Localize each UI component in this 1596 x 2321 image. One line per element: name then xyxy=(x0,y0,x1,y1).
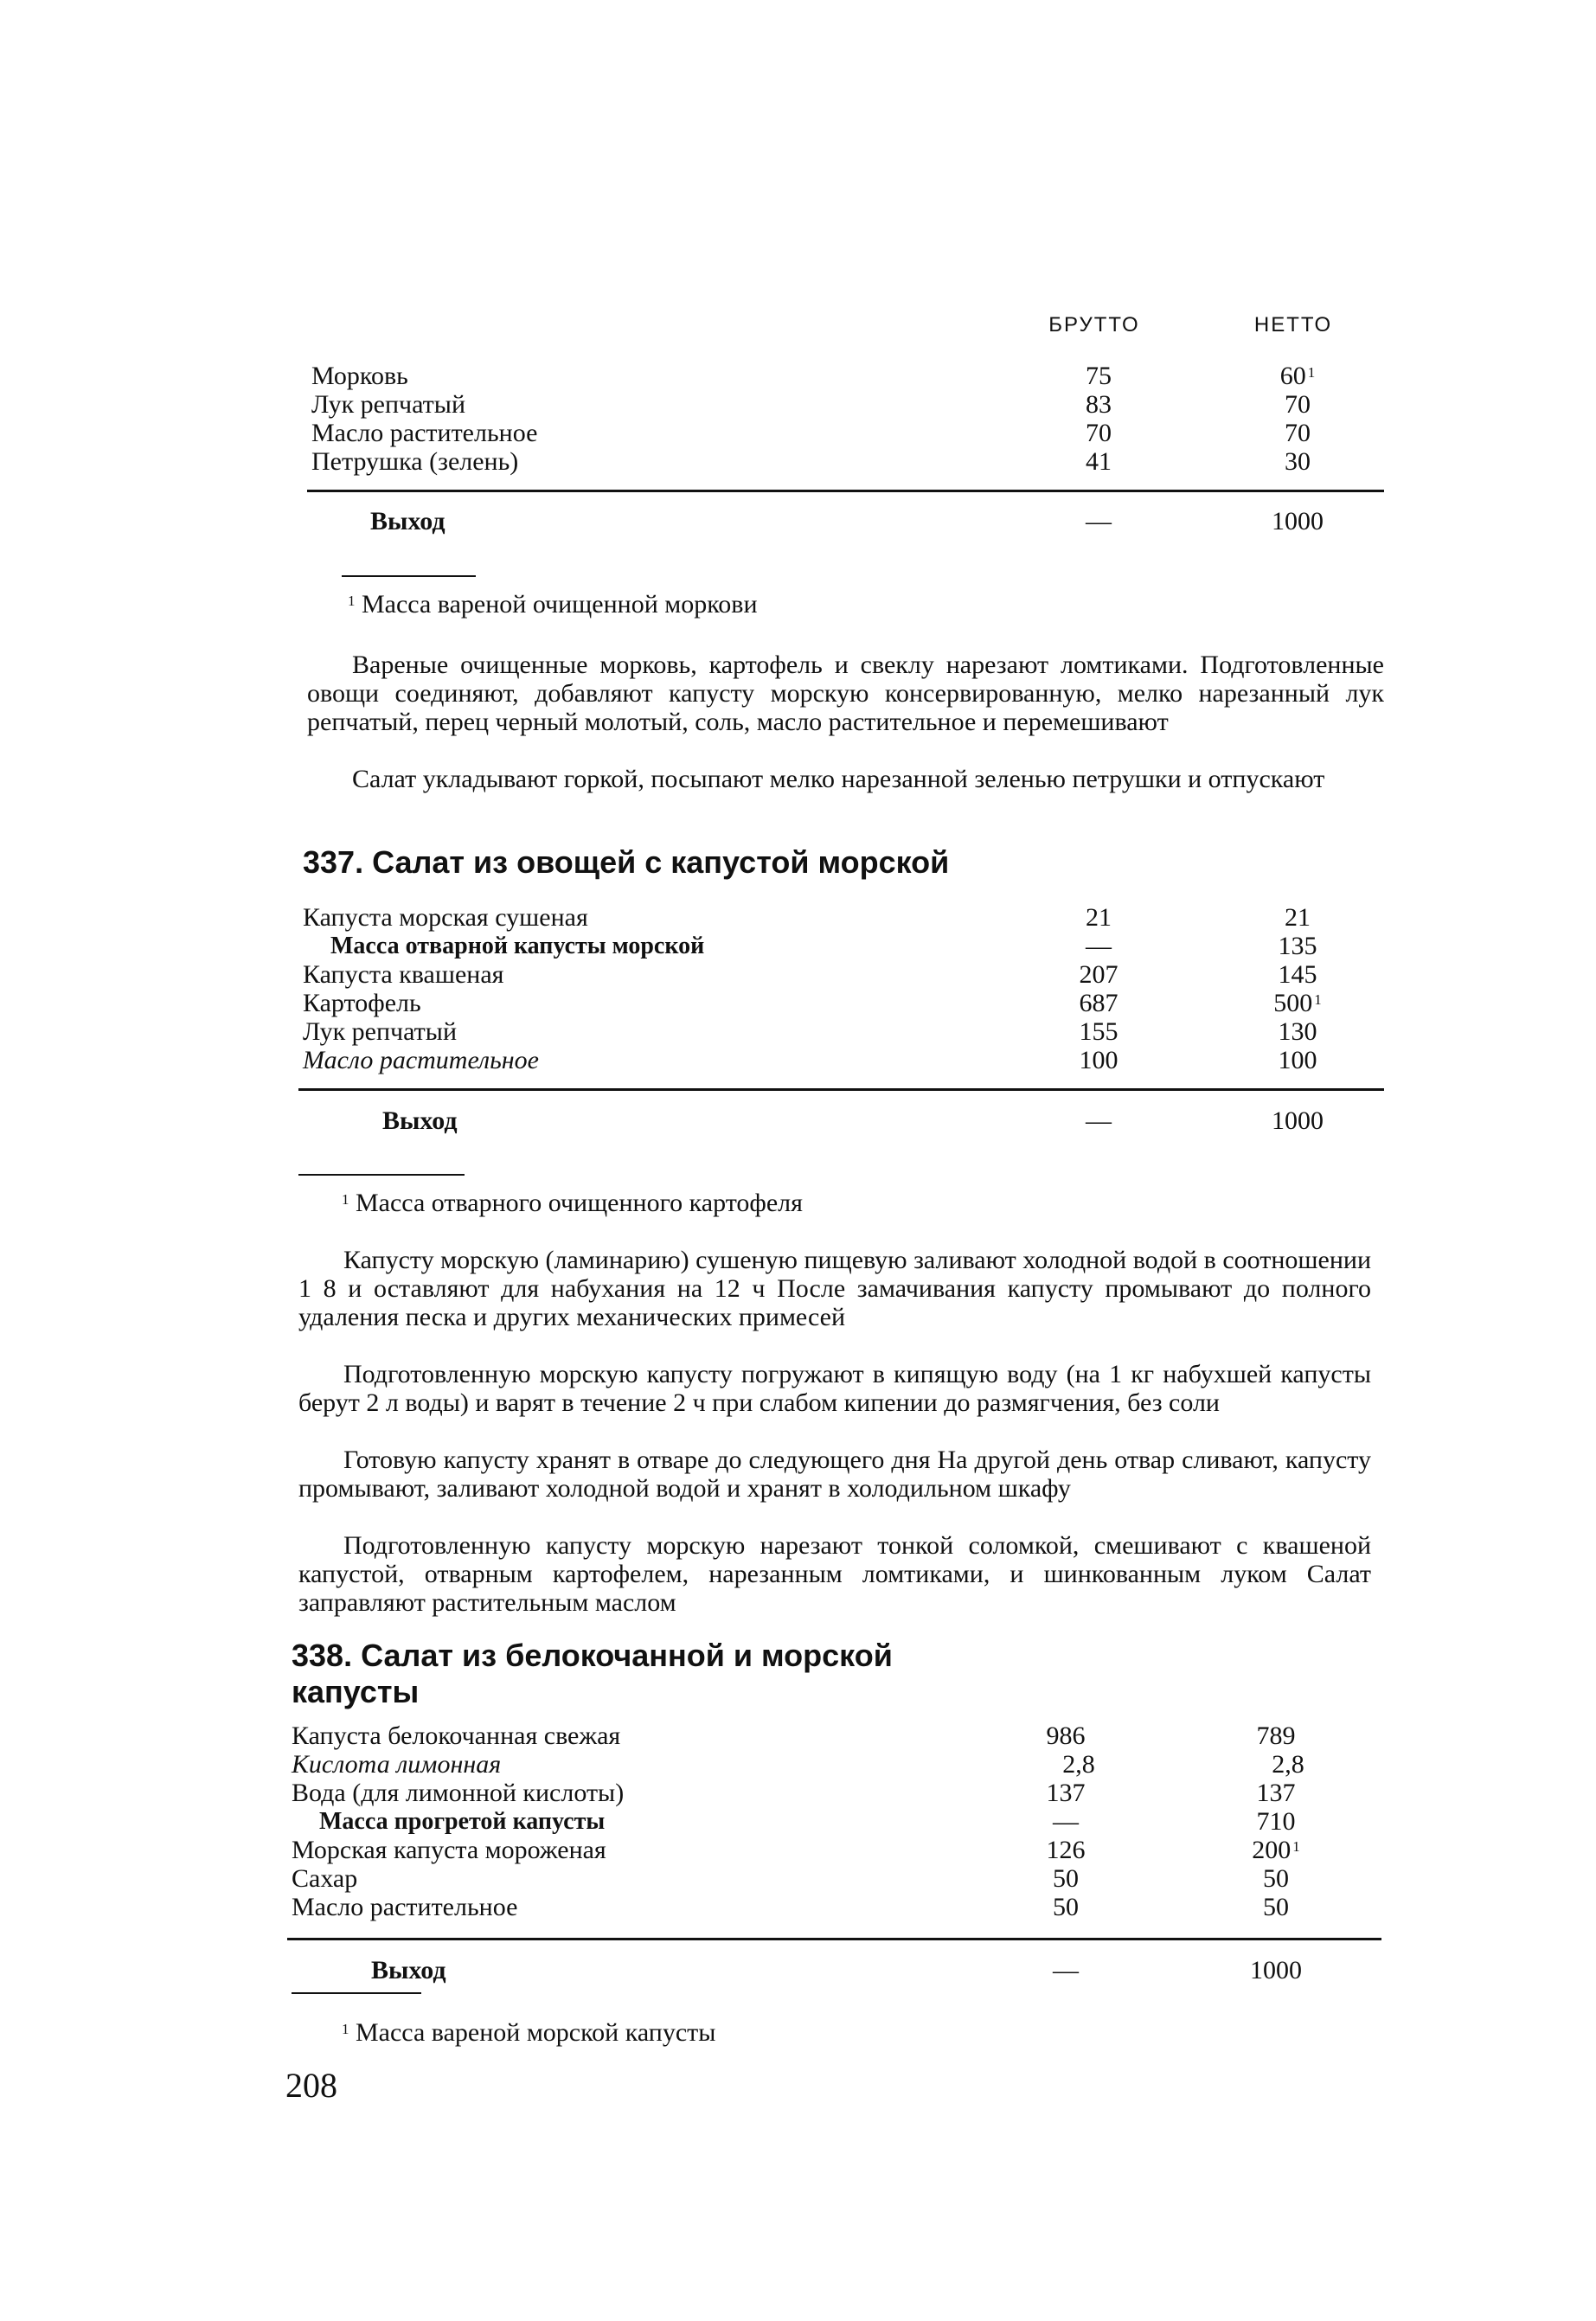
yield-row xyxy=(292,1956,1381,1985)
brutto-value: 41 xyxy=(1086,447,1112,476)
netto-value: 50 xyxy=(1263,1893,1289,1921)
footnote-mark: 1 xyxy=(1314,991,1322,1008)
yield-brutto: — xyxy=(1086,507,1112,535)
yield-brutto: — xyxy=(1053,1956,1079,1984)
table-divider xyxy=(298,1088,1384,1091)
yield-label: Выход xyxy=(370,507,445,535)
paragraph: Готовую капусту хранят в отваре до следующего дня На другой день отвар сливают, капусту промывают, заливают холодной водой и хранят в холодильном шкафу xyxy=(298,1446,1371,1503)
table-row xyxy=(292,1750,1381,1779)
brutto-value: — xyxy=(1053,1807,1079,1836)
ingredient-name: Капуста морская сушеная xyxy=(303,903,588,932)
footnote-text: Масса вареной морской капусты xyxy=(356,2018,716,2047)
ingredient-name: Масло растительное xyxy=(292,1893,518,1921)
table-row xyxy=(311,447,1384,477)
ingredient-name: Морская капуста мороженая xyxy=(292,1836,606,1864)
footnote xyxy=(346,590,758,619)
netto-value: 70 xyxy=(1285,419,1311,447)
brutto-value: 2,8 xyxy=(1062,1750,1095,1779)
netto-value: 30 xyxy=(1285,447,1311,476)
paragraph: Капусту морскую (ламинарию) сушеную пищевую заливают холодной водой в соотношении 1 8 и оставляют для набухания на 12 ч После замачивания капусту промывают до полного удаления песка и других механических примесей xyxy=(298,1246,1371,1331)
ingredient-name: Петрушка (зелень) xyxy=(311,447,519,476)
ingredient-name: Кислота лимонная xyxy=(292,1750,502,1779)
brutto-value: 100 xyxy=(1079,1046,1118,1074)
recipe-338-title-line2: капусты xyxy=(292,1674,420,1709)
table-row xyxy=(292,1864,1381,1894)
netto-value: 200 $^1$ xyxy=(1252,1836,1300,1864)
netto-value: 500 $^1$ xyxy=(1273,989,1322,1017)
footnote-mark: 1 xyxy=(1307,364,1316,381)
ingredient-name: Лук репчатый xyxy=(303,1017,457,1046)
brutto-value: 207 xyxy=(1079,960,1118,989)
brutto-value: 126 xyxy=(1046,1836,1086,1864)
netto-value: 789 xyxy=(1256,1722,1296,1750)
netto-value: 100 xyxy=(1278,1046,1317,1074)
table-row xyxy=(292,1836,1381,1865)
footnote-rule xyxy=(292,1992,421,1994)
brutto-value: 75 xyxy=(1086,362,1112,390)
yield-netto: 1000 xyxy=(1250,1956,1302,1984)
netto-value: 21 xyxy=(1285,903,1311,932)
column-header-netto: НЕТТО xyxy=(1253,313,1333,337)
ingredient-name: Капуста квашеная xyxy=(303,960,504,989)
ingredient-name: Сахар xyxy=(292,1864,358,1893)
footnote-rule xyxy=(342,575,476,577)
footnote-mark: 1 xyxy=(342,2021,349,2037)
recipe-337-title: 337. Салат из овощей с капустой морской xyxy=(303,844,950,880)
table-row xyxy=(292,1807,1381,1837)
ingredient-name: Капуста белокочанная свежая xyxy=(292,1722,621,1750)
footnote-rule xyxy=(298,1174,465,1176)
yield-brutto: — xyxy=(1086,1106,1112,1135)
ingredient-name: Масса отварной капусты морской xyxy=(330,933,705,959)
recipe-338-title xyxy=(292,1638,893,1710)
table-divider xyxy=(287,1938,1381,1940)
table-row xyxy=(311,390,1384,420)
ingredient-name: Масло растительное xyxy=(303,1046,539,1074)
brutto-value: 83 xyxy=(1086,390,1112,419)
brutto-value: — xyxy=(1086,932,1112,960)
netto-value: 50 xyxy=(1263,1864,1289,1893)
yield-netto: 1000 xyxy=(1272,1106,1324,1135)
brutto-value: 50 xyxy=(1053,1864,1079,1893)
brutto-value: 137 xyxy=(1046,1779,1086,1807)
table-row xyxy=(311,362,1384,391)
ingredient-name: Масса прогретой капусты xyxy=(319,1808,606,1835)
ingredient-name: Вода (для лимонной кислоты) xyxy=(292,1779,625,1807)
table-row xyxy=(303,1046,1384,1075)
table-row xyxy=(292,1893,1381,1922)
paragraph: Салат укладывают горкой, посыпают мелко нарезанной зеленью петрушки и отпускают xyxy=(352,765,1325,793)
recipe-338-title-line1: 338. Салат из белокочанной и морской xyxy=(292,1638,893,1673)
page-number: 208 xyxy=(285,2066,337,2105)
footnote xyxy=(340,2018,715,2048)
netto-value: 135 xyxy=(1278,932,1317,960)
ingredient-name: Лук репчатый xyxy=(311,390,465,419)
brutto-value: 50 xyxy=(1053,1893,1079,1921)
ingredient-name: Морковь xyxy=(311,362,408,390)
table-row xyxy=(303,960,1384,990)
paragraph: Вареные очищенные морковь, картофель и свеклу нарезают ломтиками. Подготовленные овощи соединяют, добавляют капусту морскую консервированную, мелко нарезанный лук репчатый, перец черный молотый, соль, масло растительное и перемешивают xyxy=(307,651,1384,736)
table-row xyxy=(292,1722,1381,1751)
footnote-mark: 1 xyxy=(1292,1838,1300,1855)
brutto-value: 986 xyxy=(1046,1722,1086,1750)
netto-value: 710 xyxy=(1256,1807,1296,1836)
netto-value: 130 xyxy=(1278,1017,1317,1046)
footnote-mark: 1 xyxy=(342,1191,349,1208)
table-divider xyxy=(307,490,1384,492)
table-row xyxy=(303,903,1384,933)
yield-row xyxy=(311,507,1384,536)
netto-value: 145 xyxy=(1278,960,1317,989)
yield-label: Выход xyxy=(382,1106,458,1135)
netto-value: 137 xyxy=(1256,1779,1296,1807)
footnote-mark: 1 xyxy=(348,593,356,609)
paragraph: Подготовленную морскую капусту погружают в кипящую воду (на 1 кг набухшей капусты берут 2 л воды) и варят в течение 2 ч при слабом кипении до размягчения, без соли xyxy=(298,1360,1371,1417)
netto-value: 2,8 xyxy=(1272,1750,1304,1779)
footnote-text: Масса вареной очищенной моркови xyxy=(362,590,758,619)
yield-netto: 1000 xyxy=(1272,507,1324,535)
brutto-value: 70 xyxy=(1086,419,1112,447)
netto-value: 60 $^1$ xyxy=(1279,362,1316,390)
footnote xyxy=(340,1189,803,1218)
brutto-value: 687 xyxy=(1079,989,1118,1017)
ingredient-name: Масло растительное xyxy=(311,419,538,447)
table-row xyxy=(303,989,1384,1018)
table-row xyxy=(303,1017,1384,1047)
table-row xyxy=(292,1779,1381,1808)
table-row xyxy=(311,419,1384,448)
netto-value: 70 xyxy=(1285,390,1311,419)
brutto-value: 21 xyxy=(1086,903,1112,932)
table-row xyxy=(303,932,1384,961)
brutto-value: 155 xyxy=(1079,1017,1118,1046)
ingredient-name: Картофель xyxy=(303,989,421,1017)
column-header-brutto: БРУТТО xyxy=(1048,313,1140,337)
yield-label: Выход xyxy=(371,1956,446,1984)
paragraph: Подготовленную капусту морскую нарезают тонкой соломкой, смешивают с квашеной капустой, отварным картофелем, нарезанным ломтиками, и шинкованным луком Салат заправляют растительным маслом xyxy=(298,1531,1371,1617)
yield-row xyxy=(303,1106,1384,1136)
footnote-text: Масса отварного очищенного картофеля xyxy=(356,1189,803,1217)
